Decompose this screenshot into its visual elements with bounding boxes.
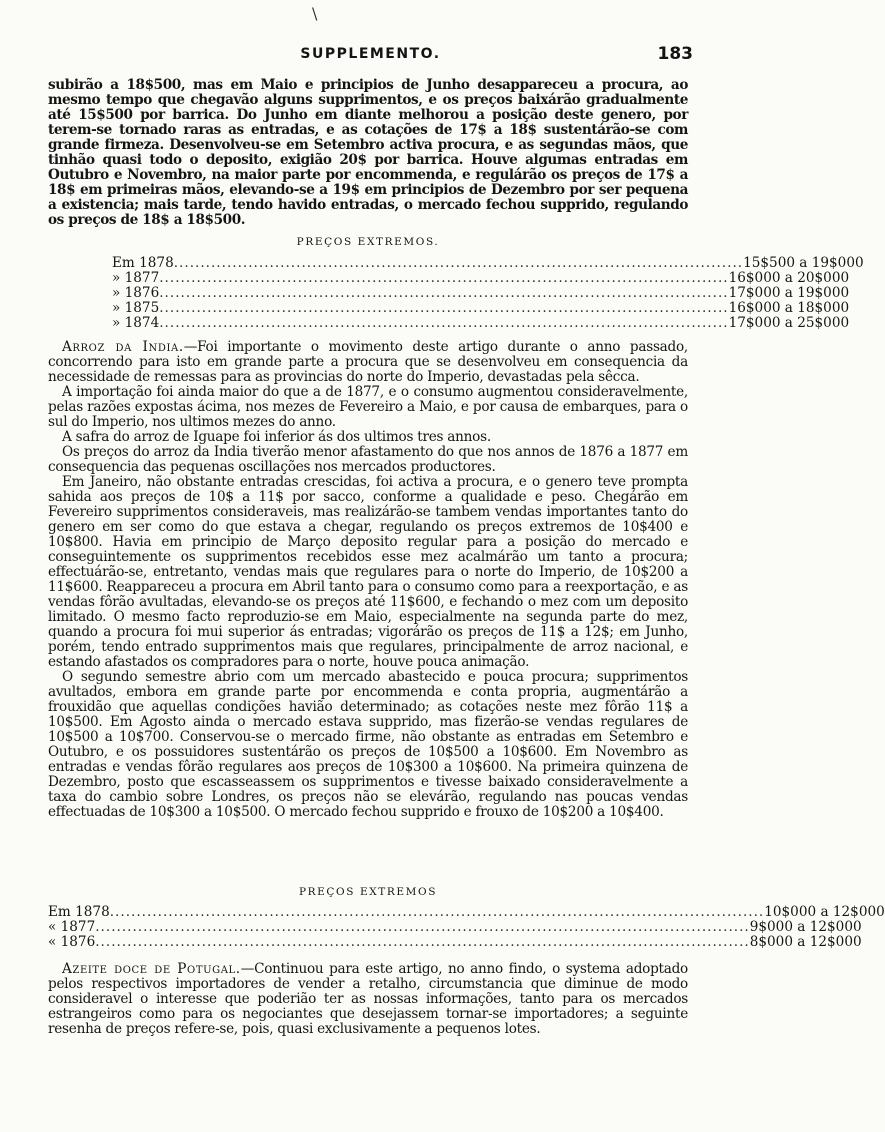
table2-row xyxy=(48,934,862,950)
section-heading-arroz: Arroz da India. xyxy=(62,339,184,355)
leader-dots: ........................................................................................................................... xyxy=(95,919,750,935)
table1-row xyxy=(112,270,850,286)
table2-prices xyxy=(48,904,885,950)
arroz-paragraph-4: Os preços do arroz da India tiverão menor afastamento do que nos annos de 1876 a 1877 em consequencia das pequenas oscillações nos mercados productores. xyxy=(48,444,688,475)
row-value: 9$000 a 12$000 xyxy=(749,919,862,935)
leader-dots: ........................................................................................................... xyxy=(173,255,744,271)
table1-row xyxy=(112,255,864,271)
decorative-mark: \ xyxy=(312,4,318,23)
row-value: 10$000 a 12$000 xyxy=(764,904,885,920)
arroz-paragraph-5: Em Janeiro, não obstante entradas crescidas, foi activa a procura, e o genero teve prompta sahida aos preços de 10$ a 11$ por sacco, conforme a qualidade e peso. Chegárão em Fevereiro supprimentos consideraveis, mas realizárão-se tambem vendas importantes tanto do genero em ser como do que estava a chegar, regulando os preços extremos de 10$400 e 10$800. Havia em principio de Março deposito regular para a posição do mercado e conseguintemente os supprimentos recebidos esse mez acalmárão um tanto a procura; effectuárão-se, entretanto, vendas mais que regulares para o norte do Imperio, de 10$200 a 11$600. Reappareceu a procura em Abril tanto para o consumo como para a reexportação, e as vendas fôrão avultadas, elevando-se os preços até 11$600, e fechando o mez com um deposito limitado. O mesmo facto reproduzio-se em Maio, especialmente na segunda parte do mez, quando a procura foi mui superior ás entradas; vigorárão os preços de 11$ a 12$; em Junho, porém, tendo entrado supprimentos mais que regulares, principalmente de arroz nacional, e estando afastados os compradores para o norte, houve pouca animação. xyxy=(48,474,688,670)
table2-row xyxy=(48,919,862,935)
leader-dots: ........................................................................................................... xyxy=(159,270,729,286)
running-title: SUPPLEMENTO. xyxy=(300,46,441,62)
row-value: 16$000 a 18$000 xyxy=(728,300,850,316)
row-label: » 1877 xyxy=(112,270,160,286)
leader-dots: ........................................................................................................................... xyxy=(95,934,750,950)
table1-row xyxy=(112,285,850,301)
row-label: « 1877 xyxy=(48,919,96,935)
page-header xyxy=(48,46,693,66)
row-value: 8$000 a 12$000 xyxy=(749,934,862,950)
table2-row xyxy=(48,904,885,920)
row-label: « 1876 xyxy=(48,934,96,950)
intro-paragraph: subirão a 18$500, mas em Maio e principios de Junho desappareceu a procura, ao mesmo tempo que chegavão alguns supprimentos, e os preços baixárão gradualmente até 15$500 por barrica. Do Junho em diante melhorou a posição deste genero, por terem-se tornado raras as entradas, e as cotações de 17$ a 18$ sustentárão-se com grande firmeza. Desenvolveu-se em Setembro activa procura, e as segundas mãos, que tinhão quasi todo o deposito, exigião 20$ por barrica. Houve algumas entradas em Outubro e Novembro, na maior parte por encommenda, e regulárão os preços de 17$ a 18$ em primeiras mãos, elevando-se a 19$ em principios de Dezembro por ser pequena a existencia; mais tarde, tendo havido entradas, o mercado fechou supprido, regulando os preços de 18$ a 18$500. xyxy=(48,77,688,228)
section-heading-azeite: Azeite doce de Potugal. xyxy=(62,961,241,977)
leader-dots: ........................................................................................................... xyxy=(159,300,729,316)
row-value: 17$000 a 19$000 xyxy=(728,285,850,301)
row-label: » 1875 xyxy=(112,300,160,316)
row-label: » 1876 xyxy=(112,285,160,301)
arroz-paragraph-3: A safra do arroz de Iguape foi inferior ás dos ultimos tres annos. xyxy=(62,429,491,445)
arroz-paragraph-6: O segundo semestre abrio com um mercado abastecido e pouca procura; supprimentos avultados, embora em grande parte por encommenda e conta propria, augmentárão a frouxidão que aquellas condições havião determinado; as cotações neste mez fôrão 11$ a 10$500. Em Agosto ainda o mercado estava supprido, mas fizerão-se vendas regulares de 10$500 a 10$700. Conservou-se o mercado firme, não obstante as entradas em Setembro e Outubro, e os possuidores sustentárão os preços de 10$500 a 10$600. Em Novembro as entradas e vendas fôrão regulares aos preços de 10$300 a 10$600. Na primeira quinzena de Dezembro, posto que escasseassem os supprimentos e tivesse baixado consideravelmente a taxa do cambio sobre Londres, os preços não se elevárão, regulando nas poucas vendas effectuadas de 10$300 a 10$500. O mercado fechou supprido e frouxo de 10$200 a 10$400. xyxy=(48,669,688,820)
intro-paragraph-block xyxy=(48,78,688,228)
arroz-paragraph-1 xyxy=(48,340,688,385)
azeite-paragraph xyxy=(48,962,688,1037)
page-number: 183 xyxy=(657,44,693,64)
table1-prices xyxy=(112,255,864,331)
table2-title: PREÇOS EXTREMOS xyxy=(298,886,438,898)
arroz-section xyxy=(48,340,688,820)
row-value: 17$000 a 25$000 xyxy=(728,315,850,331)
row-label: Em 1878 xyxy=(48,904,110,920)
azeite-section xyxy=(48,962,688,1037)
arroz-paragraph-2: A importação foi ainda maior do que a de 1877, e o consumo augmentou consideravelmente, pelas razões expostas ácima, nos mezes de Fevereiro a Maio, e por causa de embarques, para o sul do Imperio, nos ultimos mezes do anno. xyxy=(48,384,688,430)
table1-row xyxy=(112,300,850,316)
row-label: » 1874 xyxy=(112,315,160,331)
row-value: 15$500 a 19$000 xyxy=(743,255,864,271)
row-value: 16$000 a 20$000 xyxy=(728,270,850,286)
row-label: Em 1878 xyxy=(112,255,174,271)
table1-row xyxy=(112,315,850,331)
leader-dots: ........................................................................................................................... xyxy=(109,904,765,920)
table1-title: PREÇOS EXTREMOS. xyxy=(296,236,440,248)
leader-dots: ........................................................................................................... xyxy=(159,315,729,331)
paragraph-text: —Foi importante o movimento deste artigo durante o anno passado, concorrendo para isto em grande parte a procura que se desenvolveu em consequencia da necessidade de remessas para as provincias do norte do Imperio, devastadas pela sêcca. xyxy=(48,339,688,385)
leader-dots: ........................................................................................................... xyxy=(159,285,729,301)
paragraph-text: —Continuou para este artigo, no anno findo, o systema adoptado pelos respectivos importadores de vender a retalho, circumstancia que diminue de modo consideravel o interesse que poderião ter as nossas informações, tanto para os mercados estrangeiros como para os negociantes que desejassem tornar-se importadores; a seguinte resenha de preços refere-se, pois, quasi exclusivamente a pequenos lotes. xyxy=(48,961,688,1037)
